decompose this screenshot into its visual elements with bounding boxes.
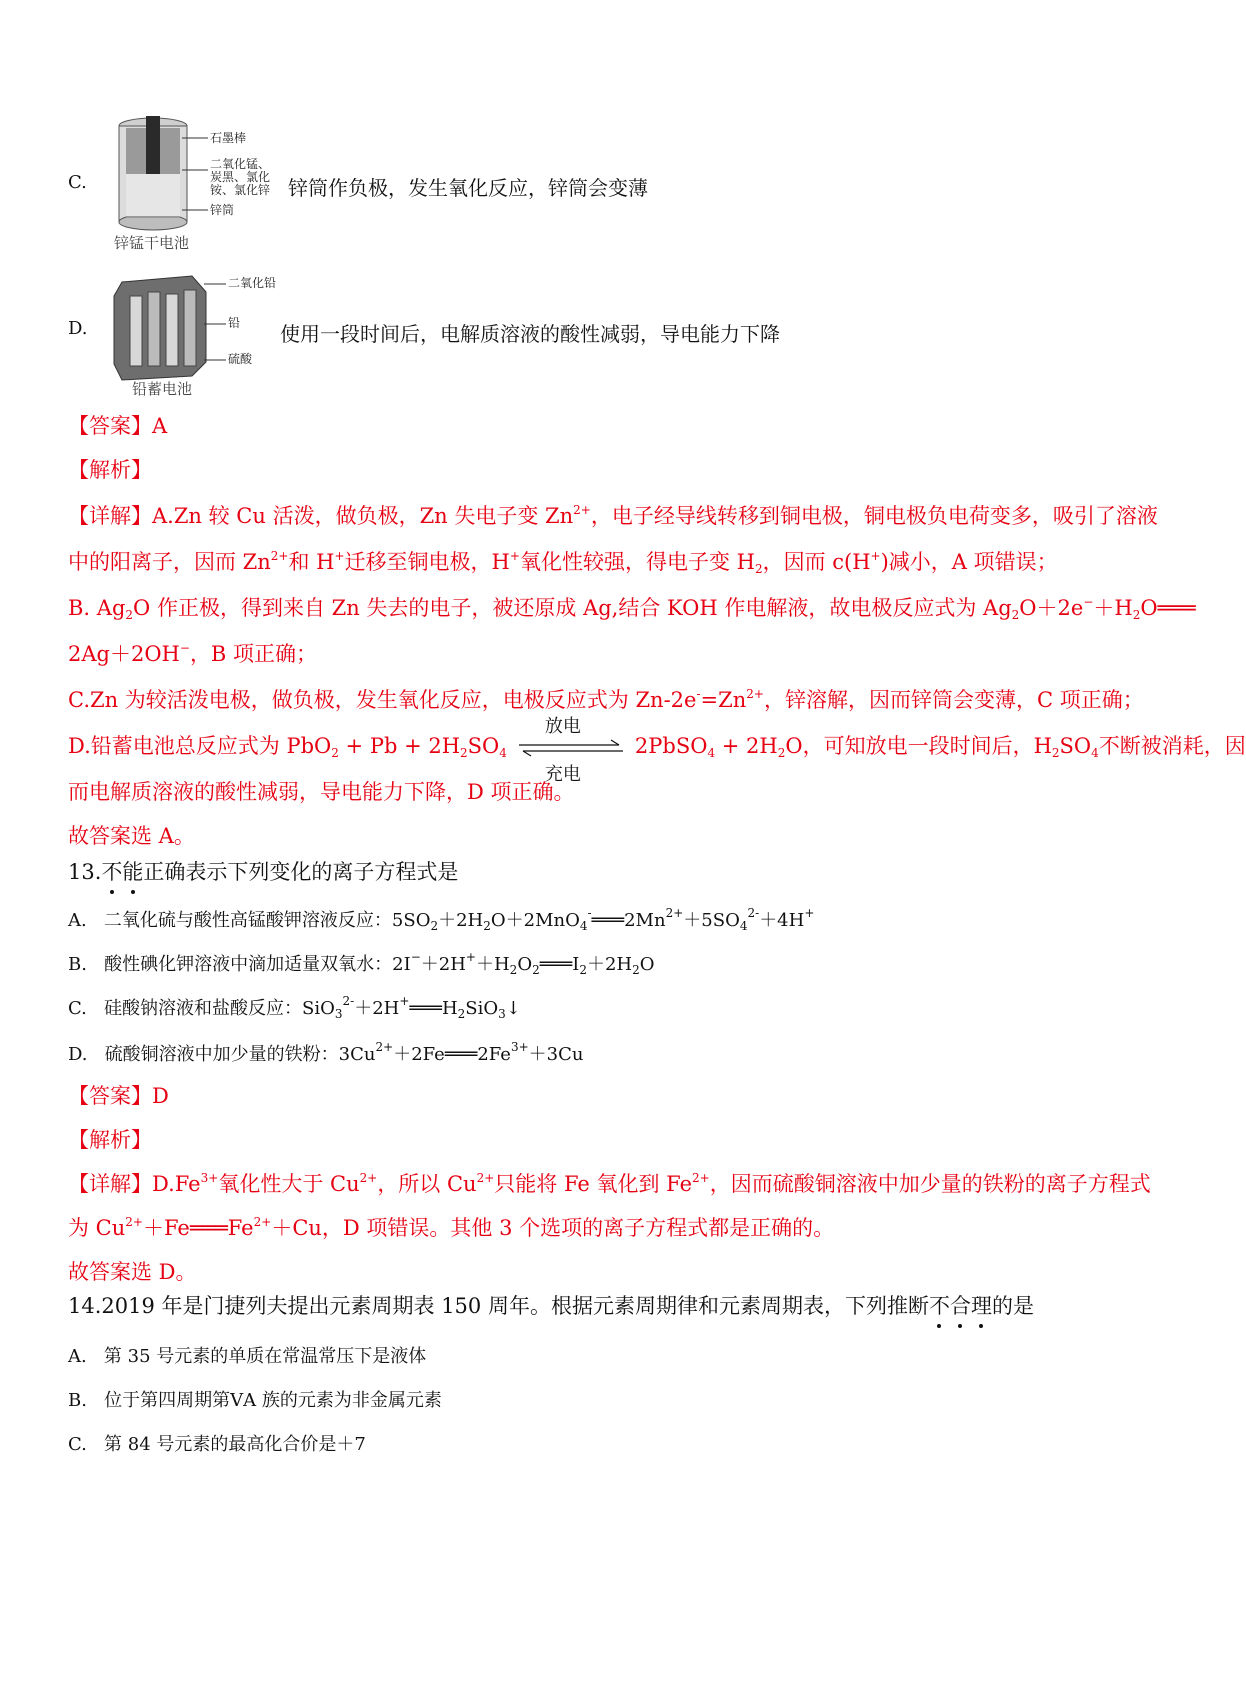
q13-stem: 13.不能正确表示下列变化的离子方程式是 [68, 856, 458, 886]
graphite-rod-label: 石墨棒 [210, 131, 247, 145]
option-d-text: 使用一段时间后，电解质溶液的酸性减弱，导电能力下降 [280, 322, 780, 346]
mno2-label-line1: 二氧化锰、 [210, 157, 271, 171]
mno2-label-line2: 炭黑、氯化 [210, 170, 271, 184]
zinc-can-label: 锌筒 [210, 203, 235, 217]
equilibrium-arrow-icon [515, 738, 627, 758]
option-d-letter: D. [68, 318, 88, 339]
q12-detail-line-1: 【详解】A.Zn 较 Cu 活泼，做负极，Zn 失电子变 $Zn^{2+}$，电子经导线转移到铜电极，铜电极负电荷变多，吸引了溶液 [68, 503, 1158, 528]
q12-answer [68, 410, 167, 440]
q14-option-c: C. 第 84 号元素的最高化合价是＋7 [68, 1434, 366, 1455]
q12-detail-line-4: 2Ag＋2OH−，B 项正确； [68, 641, 318, 666]
q12-analysis-heading: 【解析】 [68, 458, 152, 482]
q14-option-a: A. 第 35 号元素的单质在常温常压下是液体 [68, 1346, 427, 1367]
option-c-letter: C. [68, 172, 87, 193]
mno2-label-line3: 铵、氯化锌 [210, 183, 271, 197]
q13-option-b: B. 酸性碘化钾溶液中滴加适量双氧水：$2I^-+2H^++H_2O_2═══I_2+2H_2O$ [68, 950, 655, 977]
q13-option-d: D. 硫酸铜溶液中加少量的铁粉：$3Cu^{2+}+2Fe═══2Fe^{3+}+3Cu$ [68, 1040, 584, 1065]
q14-option-b: B. 位于第四周期第ⅤA 族的元素为非金属元素 [68, 1390, 442, 1411]
q13-answer: 【答案】D [68, 1084, 169, 1108]
q13-analysis-heading: 【解析】 [68, 1128, 152, 1152]
pbo2-label: 二氧化铅 [228, 276, 277, 290]
q12-detail-line-5: C.Zn 为较活泼电极，做负极，发生氧化反应，电极反应式为 $Zn-2e^-=Zn^{2+}$，锌溶解，因而锌筒会变薄，C 项正确； [68, 687, 1144, 712]
q13-conclusion: 故答案选 D。 [68, 1260, 197, 1284]
sulfuric-acid-label: 硫酸 [228, 352, 253, 366]
lead-label: 铅 [228, 316, 241, 330]
option-c-text: 锌筒作负极，发生氧化反应，锌筒会变薄 [288, 176, 648, 200]
q12-detail-line-6: D.铅蓄电池总反应式为 $PbO_2 + Pb + 2H_2SO_4$ 放电 充电 2PbSO$_4$ + $2H_2O$，可知放电一段时间后，$H_2SO_4$不断被消耗，因 [68, 730, 1246, 760]
q13-option-c: C. 硅酸钠溶液和盐酸反应：$SiO_3^{2-}+2H^+═══H_2SiO_3↓$ [68, 994, 521, 1021]
q12-answer-label: 【答案】 [68, 414, 152, 438]
q13-option-a: A. 二氧化硫与酸性高锰酸钾溶液反应：$5SO_2+2H_2O+2MnO_4^-═══2Mn^{2+}+5SO_4^{2-}+4H^+$ [68, 906, 815, 933]
reversible-arrow [515, 715, 627, 785]
q13-detail-line-1: 【详解】$D.Fe^{3+}$氧化性大于 $Cu^{2+}$，所以 $Cu^{2+}$只能将 Fe 氧化到 $Fe^{2+}$，因而硫酸铜溶液中加少量的铁粉的离子方程式 [68, 1171, 1151, 1196]
q12-detail-line-3: B. $Ag_2O$ 作正极，得到来自 Zn 失去的电子，被还原成 Ag,结合 KOH 作电解液，故电极反应式为 $Ag_2O+2e^-+H_2O═══$ [68, 595, 1196, 622]
lead-acid-battery-figure [108, 262, 288, 402]
q13-detail-line-2: 为 $Cu^{2+}+Fe═══Fe^{2+}+Cu$，D 项错误。其他 3 个选项的离子方程式都是正确的。 [68, 1215, 835, 1240]
q12-detail-line-7: 而电解质溶液的酸性减弱，导电能力下降，D 项正确。 [68, 780, 575, 804]
lead-battery-caption: 铅蓄电池 [132, 380, 193, 398]
arrow-bottom-label: 充电 [544, 763, 581, 785]
q12-detail-line-2: 中的阳离子，因而 $Zn^{2+}$和 H+迁移至铜电极，H+氧化性较强，得电子变 $H_2$，因而 c(H+)减小，A 项错误； [68, 549, 1058, 576]
arrow-top-label: 放电 [544, 715, 581, 737]
battery-caption: 锌锰干电池 [114, 234, 190, 252]
q12-conclusion: 故答案选 A。 [68, 824, 195, 848]
zinc-manganese-battery-figure [108, 112, 288, 252]
q14-stem: 14.2019 年是门捷列夫提出元素周期表 150 周年。根据元素周期律和元素周期表，下列推断不合理的是 [68, 1290, 1034, 1320]
q12-answer-value: A [152, 414, 168, 438]
